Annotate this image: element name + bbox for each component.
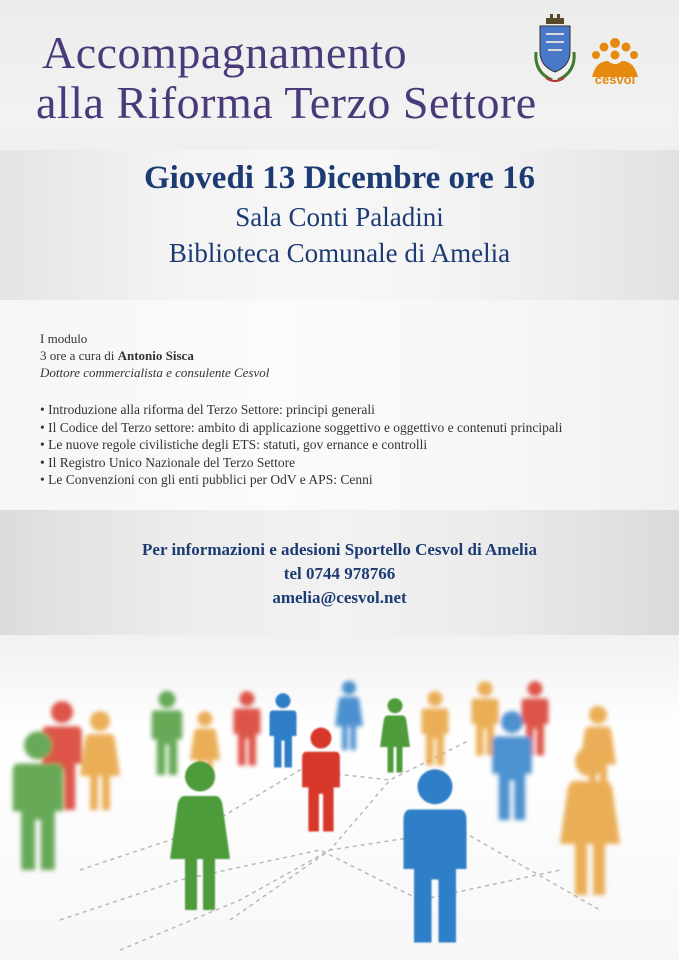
network-people-illustration (0, 650, 679, 960)
title-line-2: alla Riforma Terzo Settore (36, 77, 537, 128)
speaker-role: Dottore commercialista e consulente Cesvol (40, 365, 270, 380)
contact-phone: tel 0744 978766 (283, 564, 396, 583)
venue-library: Biblioteca Comunale di Amelia (168, 238, 511, 268)
venue-room: Sala Conti Paladini (235, 202, 444, 232)
speaker-name: Antonio Sisca (117, 348, 194, 363)
topic-item: • Il Registro Unico Nazionale del Terzo Settore (40, 454, 670, 472)
poster-title (36, 28, 537, 128)
topic-item: • Le Convenzioni con gli enti pubblici per OdV e APS: Cenni (40, 471, 670, 489)
event-date: Giovedi 13 Dicembre ore 16 (143, 160, 536, 196)
topic-list (40, 401, 670, 489)
hours-prefix: 3 ore a cura di (40, 348, 118, 363)
topic-item: • Il Codice del Terzo settore: ambito di applicazione soggettivo e oggettivo e contenuti principali (40, 419, 670, 437)
module-hours (40, 347, 269, 364)
cesvol-logo-text: cesvol (594, 72, 636, 87)
contact-info: Per informazioni e adesioni Sportello Cesvol di Amelia (142, 540, 537, 559)
contact-email[interactable]: amelia@cesvol.net (272, 588, 407, 607)
topic-item: • Introduzione alla riforma del Terzo Settore: principi generali (40, 401, 670, 419)
municipal-crest-icon (532, 12, 578, 84)
module-label: I modulo (40, 331, 88, 346)
title-line-1: Accompagnamento (42, 27, 408, 78)
module-info (40, 330, 269, 381)
topic-item: • Le nuove regole civilistiche degli ETS: statuti, gov ernance e controlli (40, 436, 670, 454)
